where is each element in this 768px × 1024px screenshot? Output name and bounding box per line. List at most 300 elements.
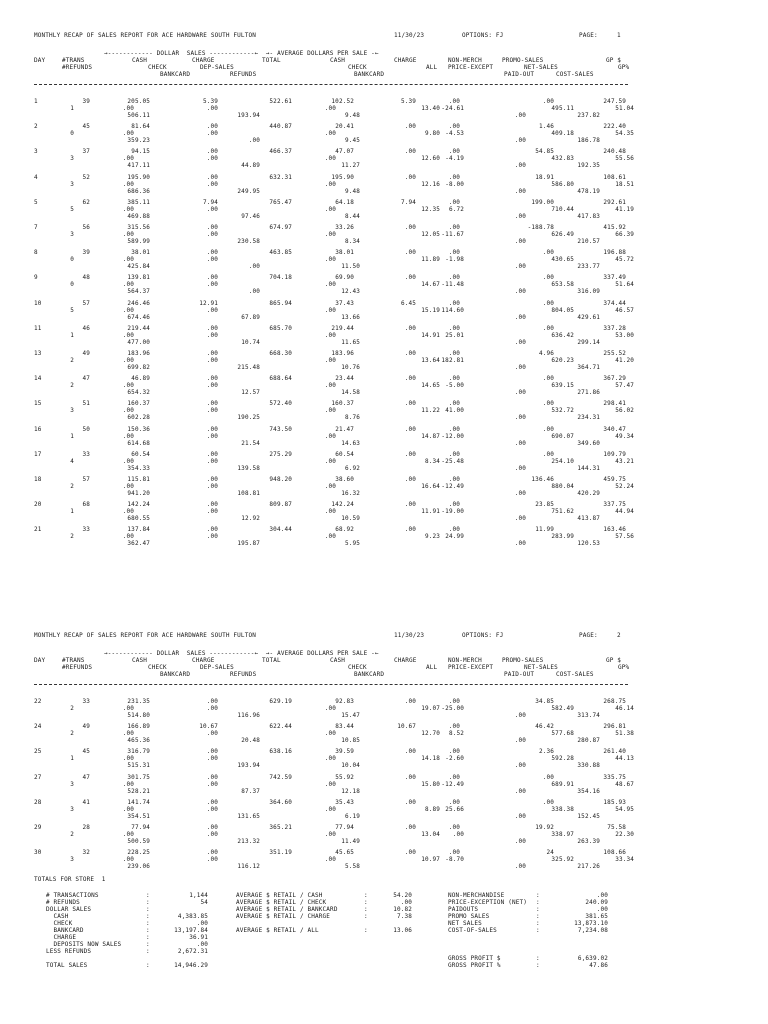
day-row bbox=[34, 799, 734, 823]
cell-avg-charge: .00 bbox=[404, 425, 416, 433]
cell-promo: 23.85 bbox=[535, 501, 554, 509]
cell-total: 466.37 bbox=[269, 148, 292, 156]
cell-charge: .00 bbox=[206, 526, 218, 534]
cell-trans: 37 bbox=[82, 148, 90, 156]
cell-charge: .00 bbox=[206, 476, 218, 483]
cell-cash: 60.54 bbox=[131, 450, 150, 458]
cell-day: 20 bbox=[34, 501, 42, 509]
hdr-price-except: PRICE-EXCEPT bbox=[448, 664, 494, 671]
cell-price-except: -11.48 bbox=[441, 281, 464, 289]
cell-price-except: 24.99 bbox=[445, 533, 464, 541]
cell-avg-cash: 60.54 bbox=[335, 450, 354, 458]
cell-avg-bankcard: 15.47 bbox=[341, 712, 360, 719]
cell-cash: 316.79 bbox=[127, 748, 150, 756]
cell-check: .00 bbox=[122, 155, 134, 163]
cell-trans: 33 bbox=[82, 526, 90, 534]
cell-net-sales: 430.65 bbox=[551, 256, 574, 264]
cell-promo: .00 bbox=[542, 450, 554, 458]
cell-gp-pct: 44.94 bbox=[615, 508, 634, 516]
totals-label: AVERAGE $ RETAIL / CASH bbox=[236, 892, 323, 899]
cell-cash: 142.24 bbox=[127, 501, 150, 509]
totals-value: 14,946.29 bbox=[174, 962, 208, 969]
cell-paid-out: .00 bbox=[514, 187, 526, 195]
cell-check: .00 bbox=[122, 205, 134, 213]
cell-gp: 296.81 bbox=[603, 723, 626, 731]
cell-total: 742.59 bbox=[269, 773, 292, 781]
cell-avg-check: .00 bbox=[324, 856, 336, 864]
hdr-promo: PROMO-SALES bbox=[502, 57, 544, 64]
cell-avg-all: 8.34 bbox=[424, 457, 440, 465]
cell-avg-bankcard: 5.95 bbox=[344, 540, 360, 548]
cell-gp-pct: 43.21 bbox=[615, 457, 634, 465]
cell-cash: 205.05 bbox=[127, 98, 150, 105]
cell-nonmerch: .00 bbox=[448, 224, 460, 231]
cell-day: 9 bbox=[34, 274, 38, 282]
cell-gp: 255.52 bbox=[603, 350, 626, 357]
cell-refunds-amt: 139.58 bbox=[237, 464, 260, 472]
cell-avg-charge: .00 bbox=[404, 773, 416, 781]
cell-check: .00 bbox=[122, 533, 134, 541]
cell-trans: 39 bbox=[82, 98, 90, 105]
totals-colon: : bbox=[146, 927, 150, 934]
totals-colon: : bbox=[536, 906, 540, 913]
totals-label: AVERAGE $ RETAIL / BANKCARD bbox=[236, 906, 338, 913]
totals-colon: : bbox=[146, 913, 150, 920]
cell-trans: 45 bbox=[82, 123, 90, 131]
cell-price-except: -24.61 bbox=[441, 105, 464, 112]
hdr-net-sales: NET-SALES bbox=[524, 64, 558, 71]
cell-gp: 222.40 bbox=[603, 123, 626, 131]
cell-avg-charge: 6.45 bbox=[400, 299, 416, 307]
totals-label: CHECK bbox=[46, 920, 73, 927]
cell-check: .00 bbox=[122, 331, 134, 339]
cell-cost-sales: 234.31 bbox=[577, 414, 600, 422]
cell-bankcard: 941.20 bbox=[127, 490, 150, 497]
cell-cost-sales: 364.71 bbox=[577, 364, 600, 371]
hdr-avg-check: CHECK bbox=[348, 664, 367, 671]
cell-bankcard: 674.46 bbox=[127, 313, 150, 321]
cell-dep-sales: .00 bbox=[206, 306, 218, 314]
cell-net-sales: 710.44 bbox=[551, 205, 574, 213]
cell-gp: 292.61 bbox=[603, 198, 626, 206]
cell-day: 11 bbox=[34, 324, 42, 332]
cell-paid-out: .00 bbox=[514, 338, 526, 346]
cell-refunds: 1 bbox=[70, 331, 74, 339]
cell-refunds: 3 bbox=[70, 180, 74, 188]
cell-paid-out: .00 bbox=[514, 414, 526, 422]
cell-cash: 195.90 bbox=[127, 173, 150, 181]
hdr-cash: CASH bbox=[132, 657, 148, 664]
cell-avg-check: .00 bbox=[324, 755, 336, 763]
cell-avg-charge: .00 bbox=[404, 224, 416, 231]
cell-price-except: 41.00 bbox=[445, 407, 464, 415]
cell-day: 17 bbox=[34, 450, 42, 458]
cell-charge: .00 bbox=[206, 748, 218, 756]
cell-promo: 4.96 bbox=[538, 350, 554, 357]
cell-dep-sales: .00 bbox=[206, 856, 218, 864]
totals-colon: : bbox=[364, 913, 368, 920]
cell-cash: 77.94 bbox=[131, 824, 150, 831]
cell-gp: 374.44 bbox=[603, 299, 626, 307]
cell-gp: 196.88 bbox=[603, 249, 626, 257]
cell-day: 5 bbox=[34, 198, 38, 206]
cell-avg-cash: 68.92 bbox=[335, 526, 354, 534]
cell-nonmerch: .00 bbox=[448, 824, 460, 831]
cell-net-sales: 592.28 bbox=[551, 755, 574, 763]
cell-nonmerch: .00 bbox=[448, 748, 460, 756]
day-row bbox=[34, 350, 734, 374]
cell-promo: 1.46 bbox=[538, 123, 554, 131]
cell-avg-charge: 7.94 bbox=[400, 198, 416, 206]
cell-nonmerch: .00 bbox=[448, 148, 460, 156]
cell-avg-check: .00 bbox=[324, 457, 336, 465]
cell-avg-check: .00 bbox=[324, 306, 336, 314]
cell-promo: .00 bbox=[542, 299, 554, 307]
cell-nonmerch: .00 bbox=[448, 501, 460, 509]
cell-paid-out: .00 bbox=[514, 263, 526, 271]
cell-gp: 340.47 bbox=[603, 425, 626, 433]
cell-gp-pct: 22.30 bbox=[615, 831, 634, 838]
cell-avg-check: .00 bbox=[324, 533, 336, 541]
cell-gp-pct: 41.20 bbox=[615, 357, 634, 364]
cell-total: 638.16 bbox=[269, 748, 292, 756]
cell-promo: 136.46 bbox=[531, 476, 554, 483]
cell-nonmerch: .00 bbox=[448, 849, 460, 857]
cell-avg-charge: .00 bbox=[404, 400, 416, 408]
cell-refunds-amt: 97.46 bbox=[241, 212, 260, 220]
cell-dep-sales: .00 bbox=[206, 705, 218, 712]
cell-price-except: -12.00 bbox=[441, 432, 464, 440]
report-options: OPTIONS: FJ bbox=[462, 632, 504, 639]
day-row bbox=[34, 174, 734, 198]
cell-avg-cash: 55.92 bbox=[335, 773, 354, 781]
cell-avg-check: .00 bbox=[324, 357, 336, 364]
totals-value: 2,672.31 bbox=[177, 948, 208, 955]
cell-avg-bankcard: 10.85 bbox=[341, 737, 360, 745]
cell-avg-bankcard: 13.66 bbox=[341, 313, 360, 321]
cell-promo: .00 bbox=[542, 425, 554, 433]
totals-value: 4,383.85 bbox=[177, 913, 208, 920]
cell-bankcard: 602.28 bbox=[127, 414, 150, 422]
cell-gp: 268.75 bbox=[603, 698, 626, 705]
cell-avg-all: 15.19 bbox=[421, 306, 440, 314]
cell-avg-cash: 160.37 bbox=[331, 400, 354, 408]
cell-net-sales: 653.58 bbox=[551, 281, 574, 289]
totals-colon: : bbox=[536, 955, 540, 962]
cell-refunds: 2 bbox=[70, 357, 74, 364]
hdr-total: TOTAL bbox=[262, 57, 281, 64]
cell-day: 16 bbox=[34, 425, 42, 433]
cell-avg-check: .00 bbox=[324, 331, 336, 339]
cell-trans: 47 bbox=[82, 375, 90, 383]
cell-cash: 183.96 bbox=[127, 350, 150, 357]
cell-avg-charge: .00 bbox=[404, 148, 416, 156]
cell-cost-sales: 144.31 bbox=[577, 464, 600, 472]
cell-refunds-amt: 67.89 bbox=[241, 313, 260, 321]
cell-charge: 5.39 bbox=[202, 98, 218, 105]
cell-avg-all: 11.89 bbox=[421, 256, 440, 264]
cell-avg-charge: .00 bbox=[404, 450, 416, 458]
day-row bbox=[34, 300, 734, 324]
totals-colon: : bbox=[146, 906, 150, 913]
day-row bbox=[34, 849, 734, 873]
cell-total: 522.61 bbox=[269, 98, 292, 105]
cell-cash: 385.11 bbox=[127, 198, 150, 206]
cell-refunds: 3 bbox=[70, 231, 74, 238]
cell-bankcard: 515.31 bbox=[127, 762, 150, 770]
cell-avg-bankcard: 8.44 bbox=[344, 212, 360, 220]
totals-value: 54.20 bbox=[393, 892, 412, 899]
totals-colon: : bbox=[146, 934, 150, 941]
page-number: 1 bbox=[617, 32, 621, 39]
cell-cost-sales: 237.82 bbox=[577, 112, 600, 119]
cell-refunds: 3 bbox=[70, 407, 74, 415]
cell-net-sales: 532.72 bbox=[551, 407, 574, 415]
cell-gp-pct: 57.47 bbox=[615, 382, 634, 390]
cell-charge: 10.67 bbox=[199, 723, 218, 731]
totals-label: LESS REFUNDS bbox=[46, 948, 92, 955]
hdr-promo: PROMO-SALES bbox=[502, 657, 544, 664]
cell-avg-bankcard: 14.63 bbox=[341, 439, 360, 447]
cell-net-sales: 751.62 bbox=[551, 508, 574, 516]
cell-avg-cash: 47.07 bbox=[335, 148, 354, 156]
cell-avg-charge: .00 bbox=[404, 173, 416, 181]
cell-avg-cash: 69.90 bbox=[335, 274, 354, 282]
cell-trans: 57 bbox=[82, 476, 90, 483]
cell-price-except: .00 bbox=[452, 831, 464, 838]
cell-net-sales: 586.80 bbox=[551, 180, 574, 188]
cell-day: 14 bbox=[34, 375, 42, 383]
cell-net-sales: 338.38 bbox=[551, 805, 574, 813]
day-row bbox=[34, 476, 734, 500]
cell-promo: 24 bbox=[546, 849, 554, 857]
totals-label: AVERAGE $ RETAIL / CHARGE bbox=[236, 913, 331, 920]
cell-avg-check: .00 bbox=[324, 256, 336, 264]
cell-check: .00 bbox=[122, 281, 134, 289]
cell-avg-check: .00 bbox=[324, 281, 336, 289]
cell-gp: 459.75 bbox=[603, 476, 626, 483]
cell-refunds: 3 bbox=[70, 155, 74, 163]
cell-avg-cash: 35.43 bbox=[335, 798, 354, 806]
cell-net-sales: 639.15 bbox=[551, 382, 574, 390]
cell-bankcard: 500.59 bbox=[127, 838, 150, 845]
cell-dep-sales: .00 bbox=[206, 180, 218, 188]
totals-value: 1,144 bbox=[189, 892, 208, 899]
cell-avg-check: .00 bbox=[324, 831, 336, 838]
cell-gp-pct: 52.24 bbox=[615, 483, 634, 490]
cell-trans: 49 bbox=[82, 723, 90, 731]
cell-refunds: 0 bbox=[70, 130, 74, 138]
cell-gp-pct: 45.72 bbox=[615, 256, 634, 264]
cell-gp-pct: 48.67 bbox=[615, 780, 634, 788]
hdr-avg-charge: CHARGE bbox=[394, 57, 417, 64]
cell-avg-cash: 23.44 bbox=[335, 375, 354, 383]
cell-charge: .00 bbox=[206, 224, 218, 231]
cell-promo: .00 bbox=[542, 249, 554, 257]
cell-cash: 115.81 bbox=[127, 476, 150, 483]
cell-avg-all: 10.97 bbox=[421, 856, 440, 864]
cell-total: 364.60 bbox=[269, 798, 292, 806]
cell-refunds-amt: 249.95 bbox=[237, 187, 260, 195]
cell-refunds-amt: 193.94 bbox=[237, 112, 260, 119]
cell-price-except: -8.00 bbox=[445, 180, 464, 188]
cell-avg-all: 15.80 bbox=[421, 780, 440, 788]
cell-price-except: -25.00 bbox=[441, 705, 464, 712]
cell-day: 30 bbox=[34, 849, 42, 857]
day-row bbox=[34, 375, 734, 399]
cell-net-sales: 325.92 bbox=[551, 856, 574, 864]
totals-colon: : bbox=[364, 927, 368, 934]
page-label: PAGE: bbox=[579, 32, 598, 39]
cell-trans: 47 bbox=[82, 773, 90, 781]
cell-dep-sales: .00 bbox=[206, 357, 218, 364]
cell-trans: 52 bbox=[82, 173, 90, 181]
cell-gp-pct: 51.64 bbox=[615, 281, 634, 289]
cell-avg-charge: .00 bbox=[404, 249, 416, 257]
day-row bbox=[34, 274, 734, 298]
cell-avg-cash: 102.52 bbox=[331, 98, 354, 105]
cell-refunds-amt: 116.96 bbox=[237, 712, 260, 719]
cell-avg-cash: 142.24 bbox=[331, 501, 354, 509]
cell-paid-out: .00 bbox=[514, 540, 526, 548]
cell-avg-cash: 77.94 bbox=[335, 824, 354, 831]
cell-net-sales: 254.10 bbox=[551, 457, 574, 465]
hdr-gp: GP $ bbox=[606, 57, 622, 64]
hdr-total: TOTAL bbox=[262, 657, 281, 664]
totals-value: 240.09 bbox=[585, 899, 608, 906]
cell-avg-check: .00 bbox=[324, 205, 336, 213]
cell-trans: 48 bbox=[82, 274, 90, 282]
cell-bankcard: 589.99 bbox=[127, 238, 150, 245]
totals-colon: : bbox=[364, 892, 368, 899]
totals-label: TOTAL SALES bbox=[46, 962, 88, 969]
cell-dep-sales: .00 bbox=[206, 130, 218, 138]
cell-refunds-amt: 10.74 bbox=[241, 338, 260, 346]
cell-avg-all: 14.65 bbox=[421, 382, 440, 390]
cell-dep-sales: .00 bbox=[206, 231, 218, 238]
totals-value: 54 bbox=[200, 899, 208, 906]
cell-net-sales: 409.18 bbox=[551, 130, 574, 138]
day-row bbox=[34, 698, 734, 722]
cell-gp: 240.48 bbox=[603, 148, 626, 156]
cell-nonmerch: .00 bbox=[448, 98, 460, 105]
cell-cash: 139.81 bbox=[127, 274, 150, 282]
cell-refunds: 3 bbox=[70, 805, 74, 813]
cell-avg-check: .00 bbox=[324, 730, 336, 738]
cell-bankcard: 465.36 bbox=[127, 737, 150, 745]
cell-trans: 39 bbox=[82, 249, 90, 257]
cell-check: .00 bbox=[122, 256, 134, 264]
totals-value: .00 bbox=[596, 906, 608, 913]
cell-nonmerch: .00 bbox=[448, 723, 460, 731]
hdr-nonmerch: NON-MERCH bbox=[448, 57, 482, 64]
cell-avg-bankcard: 5.58 bbox=[344, 863, 360, 871]
cell-price-except: -25.48 bbox=[441, 457, 464, 465]
cell-net-sales: 338.97 bbox=[551, 831, 574, 838]
cell-avg-bankcard: 10.76 bbox=[341, 364, 360, 371]
report-title: MONTHLY RECAP OF SALES REPORT FOR ACE HARDWARE SOUTH FULTON bbox=[34, 32, 256, 39]
cell-cash: 246.46 bbox=[127, 299, 150, 307]
cell-nonmerch: .00 bbox=[448, 698, 460, 705]
cell-refunds-amt: .00 bbox=[248, 263, 260, 271]
cell-refunds: 4 bbox=[70, 457, 74, 465]
cell-trans: 28 bbox=[82, 824, 90, 831]
cell-avg-check: .00 bbox=[324, 705, 336, 712]
totals-colon: : bbox=[536, 899, 540, 906]
cell-charge: .00 bbox=[206, 249, 218, 257]
cell-promo: .00 bbox=[542, 773, 554, 781]
cell-nonmerch: .00 bbox=[448, 249, 460, 257]
cell-avg-bankcard: 6.19 bbox=[344, 812, 360, 820]
report-date: 11/30/23 bbox=[394, 32, 425, 39]
day-row bbox=[34, 249, 734, 273]
cell-total: 685.70 bbox=[269, 324, 292, 332]
hdr-charge: CHARGE bbox=[192, 57, 215, 64]
totals-label: GROSS PROFIT % bbox=[448, 962, 501, 969]
cell-gp-pct: 51.04 bbox=[615, 105, 634, 112]
totals-value: 47.86 bbox=[589, 962, 608, 969]
totals-label: AVERAGE $ RETAIL / ALL bbox=[236, 927, 319, 934]
cell-dep-sales: .00 bbox=[206, 382, 218, 390]
cell-total: 674.97 bbox=[269, 224, 292, 231]
cell-refunds-amt: 44.89 bbox=[241, 162, 260, 170]
cell-avg-all: 12.05 bbox=[421, 231, 440, 238]
cell-trans: 68 bbox=[82, 501, 90, 509]
cell-total: 704.18 bbox=[269, 274, 292, 282]
cell-gp: 298.41 bbox=[603, 400, 626, 408]
cell-refunds-amt: 87.37 bbox=[241, 787, 260, 795]
day-row bbox=[34, 199, 734, 223]
cell-paid-out: .00 bbox=[514, 137, 526, 145]
cell-avg-check: .00 bbox=[324, 508, 336, 516]
cell-day: 8 bbox=[34, 249, 38, 257]
cell-avg-charge: .00 bbox=[404, 698, 416, 705]
page-label: PAGE: bbox=[579, 632, 598, 639]
cell-day: 1 bbox=[34, 98, 38, 105]
cell-promo: .00 bbox=[542, 324, 554, 332]
cell-price-except: -4.53 bbox=[445, 130, 464, 138]
cell-gp-pct: 54.95 bbox=[615, 805, 634, 813]
cell-avg-cash: 64.18 bbox=[335, 198, 354, 206]
cell-cash: 137.84 bbox=[127, 526, 150, 534]
cell-charge: .00 bbox=[206, 425, 218, 433]
cell-refunds-amt: .00 bbox=[248, 137, 260, 145]
cell-dep-sales: .00 bbox=[206, 281, 218, 289]
totals-value: 13,197.84 bbox=[174, 927, 208, 934]
totals-colon: : bbox=[364, 899, 368, 906]
report-options: OPTIONS: FJ bbox=[462, 32, 504, 39]
cell-gp: 415.92 bbox=[603, 224, 626, 231]
cell-avg-cash: 219.44 bbox=[331, 324, 354, 332]
totals-value: .00 bbox=[400, 899, 412, 906]
cell-avg-check: .00 bbox=[324, 432, 336, 440]
cell-refunds: 2 bbox=[70, 705, 74, 712]
hdr-check: CHECK bbox=[148, 664, 167, 671]
cell-check: .00 bbox=[122, 231, 134, 238]
cell-gp-pct: 44.13 bbox=[615, 755, 634, 763]
hdr-price-except: PRICE-EXCEPT bbox=[448, 64, 494, 71]
cell-bankcard: 417.11 bbox=[127, 162, 150, 170]
hdr-refunds: #REFUNDS bbox=[62, 64, 93, 71]
totals-label: COST-OF-SALES bbox=[448, 927, 497, 934]
hdr-charge: CHARGE bbox=[192, 657, 215, 664]
cell-bankcard: 239.06 bbox=[127, 863, 150, 871]
cell-avg-charge: .00 bbox=[404, 350, 416, 357]
hdr-refunds-col: REFUNDS bbox=[230, 671, 257, 678]
cell-avg-cash: 45.65 bbox=[335, 849, 354, 857]
totals-value: .00 bbox=[196, 941, 208, 948]
cell-trans: 41 bbox=[82, 798, 90, 806]
